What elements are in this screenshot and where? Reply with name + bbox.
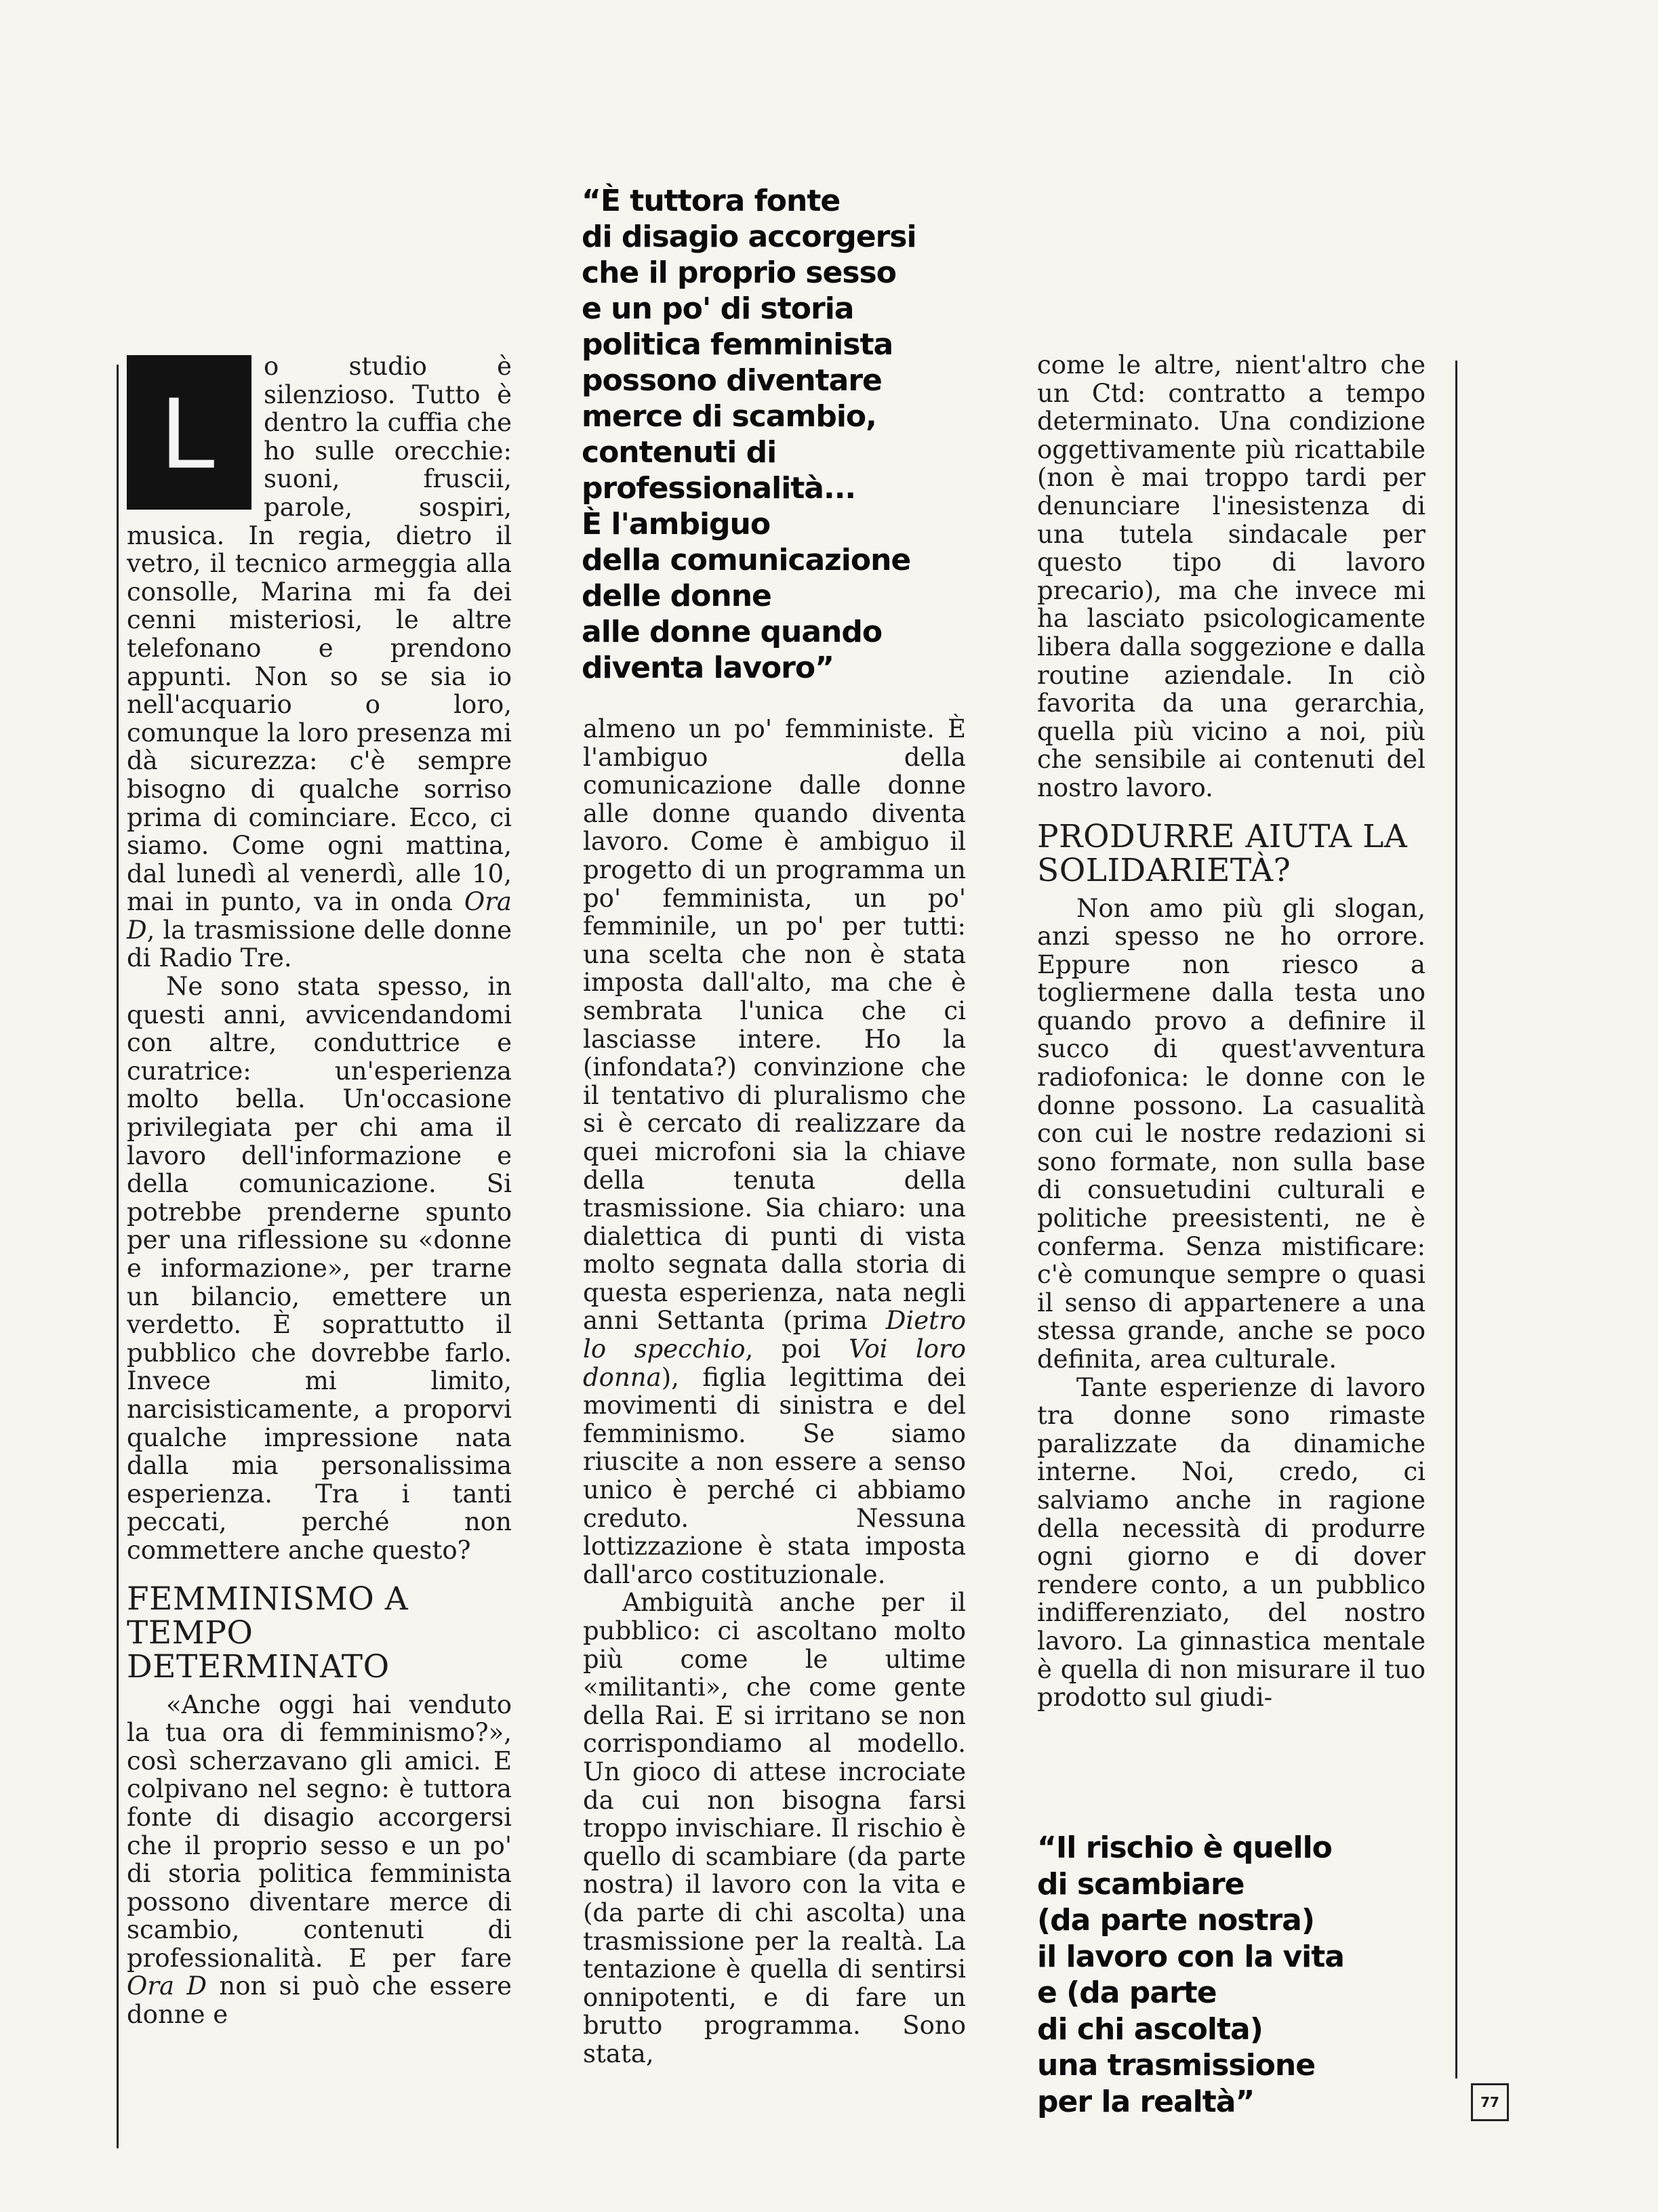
section-heading: FEMMINISMO A TEMPO DETERMINATO: [127, 1580, 409, 1685]
pull-quote-line: il lavoro con la vita: [1037, 1939, 1344, 1974]
section-heading: PRODURRE AIUTA LA SOLIDARIETÀ?: [1037, 817, 1408, 889]
pull-quote-line: È l'ambiguo: [582, 507, 771, 541]
article-column-1: [127, 352, 512, 2029]
pull-quote-line: e (da parte: [1037, 1975, 1217, 2010]
show-title: Ora D: [127, 887, 512, 945]
pull-quote-line: professionalità...: [582, 471, 856, 506]
paragraph: Non amo più gli slogan, anzi spesso ne ho orrore. Eppure non riesco a togliermene dalla testa uno quando provo a definire il succo di quest'avventura radiofonica: le donne con le donne possono. La casualità con cui le nostre redazioni si sono formate, non sulla base di consuetudini culturali e politiche preesistenti, ne è conferma. Senza mistificare: c'è comunque sempre o quasi il senso di appartenere a una stessa grande, anche se poco definita, area culturale.: [1037, 893, 1426, 1374]
pull-quote-line: delle donne: [582, 579, 771, 613]
pull-quote-bottom: [1037, 1830, 1344, 2120]
pull-quote-line: della comunicazione: [582, 543, 911, 577]
show-title: Ora D: [127, 1971, 207, 2001]
paragraph: Ne sono stata spesso, in questi anni, avvicendandomi con altre, conduttrice e curatrice: un'esperienza molto bella. Un'occasione privilegiata per chi ama il lavoro dell'informazione e della comunicazione. Si potrebbe prenderne spunto per una riflessione su «donne e informazione», per trarne un bilancio, emettere un verdetto. È soprattutto il pubblico che dovrebbe farlo. Invece mi limito, narcisisticamente, a proporvi qualche impressione nata dalla mia personalissima esperienza. Tra i tanti peccati, perché non commettere anche questo?: [127, 972, 512, 1565]
pull-quote-line: una trasmissione: [1037, 2048, 1316, 2083]
pull-quote-line: alle donne quando: [582, 615, 883, 649]
paragraph: come le altre, nient'altro che un Ctd: contratto a tempo determinato. Una condizione oggettivamente più ricattabile (non è mai troppo tardi per denunciare l'inesistenza di una tutela sindacale per questo tipo di lavoro precario), ma che invece mi ha lasciato psicologicamente libera dalla soggezione e dalla routine aziendale. In ciò favorita da una gerarchia, quella più vicino a noi, più che sensibile ai contenuti del nostro lavoro.: [1037, 350, 1426, 802]
paragraph: o studio è silenzioso. Tutto è dentro la cuffia che ho sulle orecchie: suoni, fruscii, parole, sospiri, musica. In regia, dietro il vetro, il tecnico armeggia alla consolle, Marina mi fa dei cenni misteriosi, le altre telefonano e prendono appunti. Non so se sia io nell'acquario o loro, comunque la loro presenza mi dà sicurezza: c'è sempre bisogno di qualche sorriso prima di cominciare. Ecco, ci siamo. Come ogni mattina, dal lunedì al venerdì, alle 10, mai in punto, va in onda Ora D, la trasmissione delle donne di Radio Tre.: [127, 352, 512, 973]
pull-quote-line: di disagio accorgersi: [582, 220, 916, 254]
column-rule-left: [117, 365, 119, 2148]
column-rule-right: [1455, 361, 1457, 2078]
paragraph: Tante esperienze di lavoro tra donne sono rimaste paralizzate da dinamiche interne. Noi, credo, ci salviamo anche in ragione della necessità di produrre ogni giorno e di dover rendere conto, a un pubblico indifferenziato, del nostro lavoro. La ginnastica mentale è quella di non misurare il tuo prodotto sul giudi-: [1037, 1372, 1426, 1713]
pull-quote-line: e un po' di storia: [582, 291, 854, 326]
paragraph: «Anche oggi hai venduto la tua ora di femminismo?», così scherzavano gli amici. E colpivano nel segno: è tuttora fonte di disagio accorgersi che il proprio sesso e un po' di storia politica femminista possono diventare merce di scambio, contenuti di professionalità. E per fare Ora D non si può che essere donne e: [127, 1689, 512, 2030]
pull-quote-line: che il proprio sesso: [582, 255, 896, 290]
pull-quote-line: di scambiare: [1037, 1866, 1245, 1902]
pull-quote-top: [582, 183, 916, 686]
paragraph: almeno un po' femministe. È l'ambiguo della comunicazione dalle donne alle donne quando diventa lavoro. Come è ambiguo il progetto di un programma un po' femminista, un po' femminile, un po' per tutti: una scelta che non è stata imposta dall'alto, ma che è sembrata l'unica che ci lasciasse intere. Ho la (infondata?) convinzione che il tentativo di pluralismo che si è cercato di realizzare da quei microfoni sia la chiave della tenuta della trasmissione. Sia chiaro: una dialettica di punti di vista molto segnata dalla storia di questa esperienza, nata negli anni Settanta (prima Dietro lo specchio, poi Voi loro donna), figlia legittima dei movimenti di sinistra e del femminismo. Se siamo riuscite a non essere a senso unico è perché ci abbiamo creduto. Nessuna lottizzazione è stata imposta dall'arco costituzionale.: [583, 714, 966, 1589]
pull-quote-line: contenuti di: [582, 435, 777, 470]
paragraph: Ambiguità anche per il pubblico: ci ascoltano molto più come le ultime «militanti», che come gente della Rai. E si irritano se non corrispondiamo al modello. Un gioco di attese incrociate da cui non bisogna farsi troppo invischiare. Il rischio è quello di scambiare (da parte nostra) il lavoro con la vita e (da parte di chi ascolta) una trasmissione per la realtà. La tentazione è quella di sentirsi onnipotenti, e di fare un brutto programma. Sono stata,: [583, 1588, 966, 2068]
pull-quote-line: politica femminista: [582, 327, 893, 362]
pull-quote-line: possono diventare: [582, 363, 882, 398]
article-column-3: [1037, 351, 1426, 1712]
show-title: Dietro lo specchio: [583, 1306, 966, 1364]
page-number: 77: [1471, 2083, 1509, 2121]
article-column-2: [583, 715, 966, 2068]
pull-quote-line: per la realtà”: [1037, 2084, 1255, 2119]
pull-quote-line: merce di scambio,: [582, 399, 876, 434]
drop-cap: L: [127, 355, 251, 510]
pull-quote-line: di chi ascolta): [1037, 2011, 1263, 2047]
pull-quote-line: diventa lavoro”: [582, 651, 834, 685]
pull-quote-line: “Il rischio è quello: [1037, 1830, 1332, 1865]
pull-quote-line: (da parte nostra): [1037, 1903, 1314, 1938]
pull-quote-line: “È tuttora fonte: [582, 184, 841, 218]
show-title: Voi loro donna: [583, 1334, 966, 1392]
